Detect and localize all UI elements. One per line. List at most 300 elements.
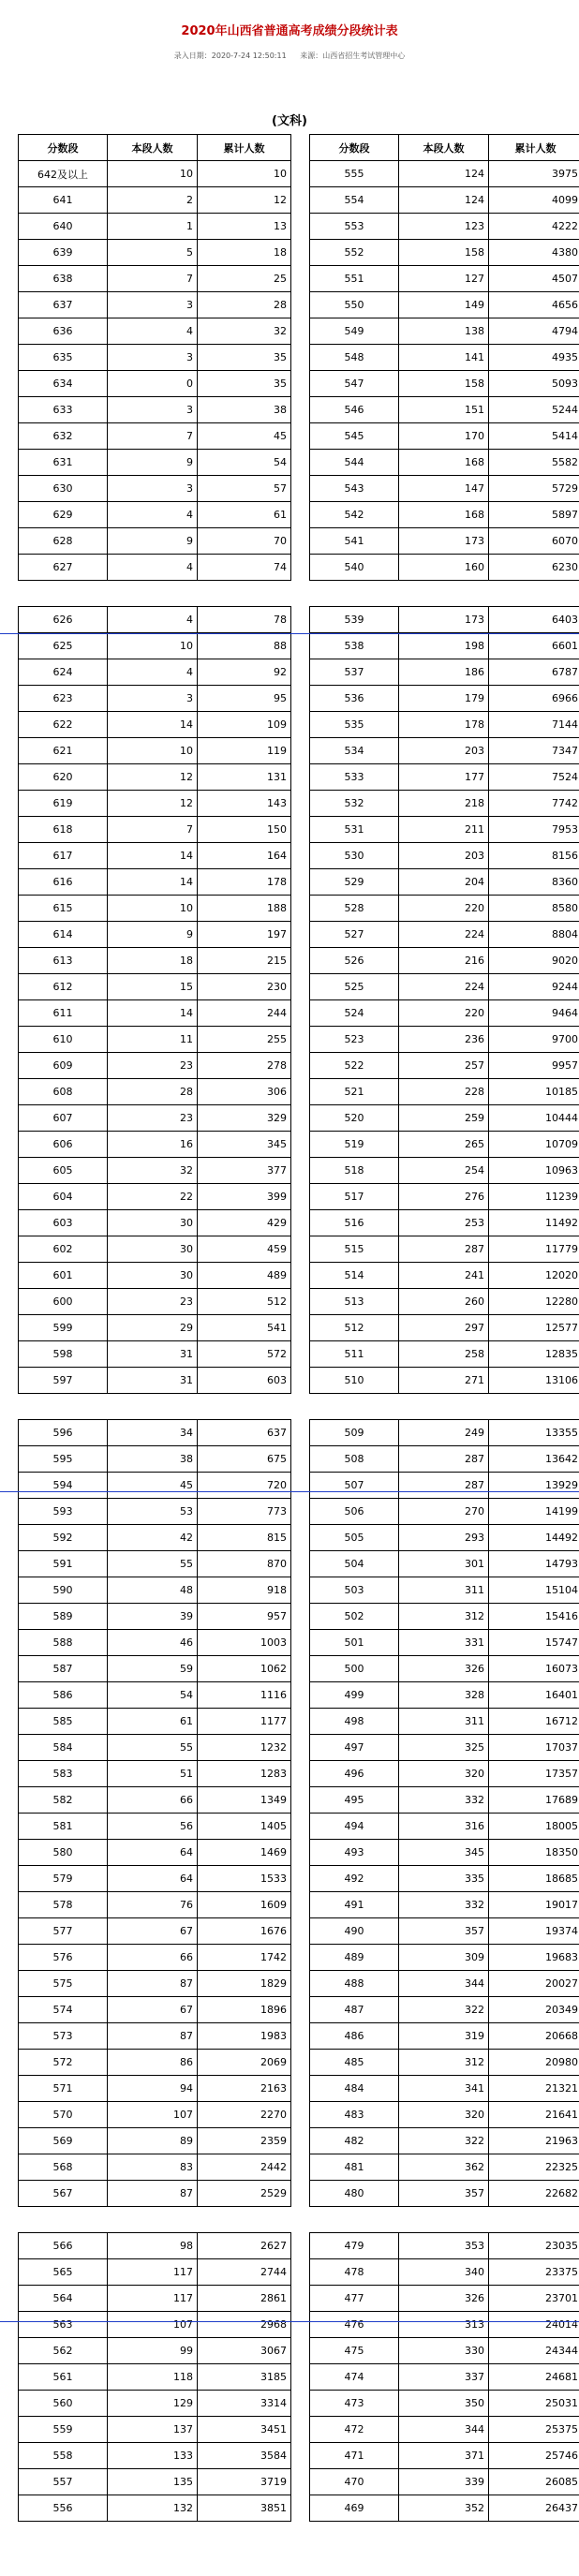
count-cell: 2: [108, 187, 198, 214]
score-cell: 524: [310, 1000, 399, 1027]
count-cell: 38: [108, 1446, 198, 1473]
count-cell: 98: [108, 2233, 198, 2259]
count-cell: 170: [399, 423, 489, 450]
table-row: [19, 2154, 291, 2181]
table-row: [19, 1997, 291, 2023]
cumulative-cell: 1177: [198, 1709, 291, 1735]
cumulative-cell: 19017: [489, 1892, 579, 1918]
count-cell: 249: [399, 1420, 489, 1446]
table-row: [310, 555, 579, 581]
table-row: [19, 371, 291, 397]
score-cell: 559: [19, 2417, 108, 2443]
score-cell: 621: [19, 738, 108, 764]
score-cell: 502: [310, 1604, 399, 1630]
cumulative-cell: 6230: [489, 555, 579, 581]
cumulative-cell: 1533: [198, 1866, 291, 1892]
count-cell: 46: [108, 1630, 198, 1656]
score-cell: 469: [310, 2495, 399, 2522]
table-row: [19, 659, 291, 686]
cumulative-cell: 1232: [198, 1735, 291, 1761]
table-row: [19, 1840, 291, 1866]
table-row: [310, 2495, 579, 2522]
cumulative-cell: 17357: [489, 1761, 579, 1787]
score-cell: 603: [19, 1210, 108, 1236]
cumulative-cell: 1062: [198, 1656, 291, 1682]
blank-cell: [489, 581, 579, 607]
count-cell: 7: [108, 266, 198, 292]
cumulative-cell: 230: [198, 974, 291, 1000]
score-cell: 505: [310, 1525, 399, 1551]
table-row: [19, 1892, 291, 1918]
count-cell: 23: [108, 1053, 198, 1079]
count-cell: 297: [399, 1315, 489, 1341]
table-row: [310, 2417, 579, 2443]
score-cell: 521: [310, 1079, 399, 1105]
blank-row: [310, 1394, 579, 1420]
cumulative-cell: 1896: [198, 1997, 291, 2023]
count-cell: 11: [108, 1027, 198, 1053]
table-row: [310, 764, 579, 791]
score-cell: 575: [19, 1971, 108, 1997]
cumulative-cell: 32: [198, 318, 291, 345]
cumulative-cell: 23701: [489, 2286, 579, 2312]
count-cell: 64: [108, 1866, 198, 1892]
cumulative-cell: 1283: [198, 1761, 291, 1787]
count-cell: 330: [399, 2338, 489, 2364]
score-cell: 637: [19, 292, 108, 318]
count-cell: 12: [108, 791, 198, 817]
cumulative-cell: 1983: [198, 2023, 291, 2050]
column-header: 分数段: [310, 135, 399, 161]
table-row: [310, 1499, 579, 1525]
table-row: [19, 1289, 291, 1315]
score-cell: 584: [19, 1735, 108, 1761]
cumulative-cell: 278: [198, 1053, 291, 1079]
table-row: [19, 1656, 291, 1682]
count-cell: 160: [399, 555, 489, 581]
blank-cell: [19, 2207, 108, 2233]
count-cell: 371: [399, 2443, 489, 2469]
count-cell: 224: [399, 974, 489, 1000]
cumulative-cell: 18350: [489, 1840, 579, 1866]
table-row: [310, 502, 579, 528]
count-cell: 9: [108, 450, 198, 476]
table-row: [310, 1971, 579, 1997]
cumulative-cell: 3975: [489, 161, 579, 187]
count-cell: 322: [399, 2128, 489, 2154]
table-row: [310, 1079, 579, 1105]
score-cell: 625: [19, 633, 108, 659]
cumulative-cell: 3851: [198, 2495, 291, 2522]
table-row: [310, 922, 579, 948]
count-cell: 353: [399, 2233, 489, 2259]
table-row: [19, 2443, 291, 2469]
score-cell: 610: [19, 1027, 108, 1053]
score-cell: 573: [19, 2023, 108, 2050]
score-cell: 476: [310, 2312, 399, 2338]
table-row: [19, 1761, 291, 1787]
score-cell: 553: [310, 214, 399, 240]
score-cell: 489: [310, 1945, 399, 1971]
score-cell: 513: [310, 1289, 399, 1315]
cumulative-cell: 957: [198, 1604, 291, 1630]
score-cell: 494: [310, 1814, 399, 1840]
cumulative-cell: 14492: [489, 1525, 579, 1551]
score-cell: 531: [310, 817, 399, 843]
table-row: [310, 1525, 579, 1551]
score-cell: 604: [19, 1184, 108, 1210]
score-cell: 504: [310, 1551, 399, 1577]
table-subtitle: (文科): [272, 114, 307, 128]
score-cell: 540: [310, 555, 399, 581]
cumulative-cell: 24681: [489, 2364, 579, 2391]
count-cell: 30: [108, 1263, 198, 1289]
score-cell: 529: [310, 869, 399, 896]
table-row: [310, 1840, 579, 1866]
cumulative-cell: 9957: [489, 1053, 579, 1079]
table-row: [310, 1892, 579, 1918]
score-cell: 583: [19, 1761, 108, 1787]
cumulative-cell: 6403: [489, 607, 579, 633]
count-cell: 56: [108, 1814, 198, 1840]
cumulative-cell: 870: [198, 1551, 291, 1577]
table-row: [310, 423, 579, 450]
count-cell: 265: [399, 1132, 489, 1158]
blank-cell: [198, 2207, 291, 2233]
count-cell: 186: [399, 659, 489, 686]
table-row: [310, 1945, 579, 1971]
table-row: [19, 1525, 291, 1551]
count-cell: 337: [399, 2364, 489, 2391]
score-cell: 518: [310, 1158, 399, 1184]
table-row: [19, 712, 291, 738]
cumulative-cell: 13642: [489, 1446, 579, 1473]
count-cell: 0: [108, 371, 198, 397]
score-cell: 622: [19, 712, 108, 738]
count-cell: 344: [399, 2417, 489, 2443]
score-cell: 485: [310, 2050, 399, 2076]
score-cell: 549: [310, 318, 399, 345]
score-cell: 477: [310, 2286, 399, 2312]
score-cell: 595: [19, 1446, 108, 1473]
cumulative-cell: 19374: [489, 1918, 579, 1945]
article-meta: [0, 51, 579, 61]
blank-row: [310, 581, 579, 607]
table-row: [310, 1682, 579, 1709]
score-cell: 525: [310, 974, 399, 1000]
cumulative-cell: 38: [198, 397, 291, 423]
table-row: [19, 2076, 291, 2102]
cumulative-cell: 10: [198, 161, 291, 187]
blank-cell: [108, 2207, 198, 2233]
count-cell: 66: [108, 1945, 198, 1971]
cumulative-cell: 4380: [489, 240, 579, 266]
cumulative-cell: 7524: [489, 764, 579, 791]
cumulative-cell: 16073: [489, 1656, 579, 1682]
table-row: [310, 1866, 579, 1892]
table-row: [310, 1263, 579, 1289]
cumulative-cell: 8804: [489, 922, 579, 948]
cumulative-cell: 188: [198, 896, 291, 922]
count-cell: 14: [108, 712, 198, 738]
table-row: [310, 843, 579, 869]
score-cell: 641: [19, 187, 108, 214]
cumulative-cell: 12: [198, 187, 291, 214]
score-cell: 534: [310, 738, 399, 764]
count-cell: 45: [108, 1473, 198, 1499]
cumulative-cell: 4935: [489, 345, 579, 371]
cumulative-cell: 17689: [489, 1787, 579, 1814]
score-cell: 515: [310, 1236, 399, 1263]
blank-cell: [108, 581, 198, 607]
cumulative-cell: 19683: [489, 1945, 579, 1971]
score-cell: 551: [310, 266, 399, 292]
table-row: [310, 2469, 579, 2495]
cumulative-cell: 255: [198, 1027, 291, 1053]
count-cell: 331: [399, 1630, 489, 1656]
score-cell: 497: [310, 1735, 399, 1761]
cumulative-cell: 2627: [198, 2233, 291, 2259]
table-row: [19, 476, 291, 502]
table-row: [310, 791, 579, 817]
count-cell: 341: [399, 2076, 489, 2102]
blank-row: [310, 2207, 579, 2233]
table-row: [310, 371, 579, 397]
cumulative-cell: 6966: [489, 686, 579, 712]
count-cell: 34: [108, 1420, 198, 1446]
score-cell: 512: [310, 1315, 399, 1341]
table-row: [310, 2338, 579, 2364]
score-cell: 470: [310, 2469, 399, 2495]
table-row: [19, 922, 291, 948]
cumulative-cell: 18005: [489, 1814, 579, 1840]
table-row: [310, 2128, 579, 2154]
cumulative-cell: 11779: [489, 1236, 579, 1263]
score-cell: 545: [310, 423, 399, 450]
score-cell: 633: [19, 397, 108, 423]
table-row: [310, 659, 579, 686]
page-break-line: [0, 1491, 579, 1492]
cumulative-cell: 5093: [489, 371, 579, 397]
cumulative-cell: 2442: [198, 2154, 291, 2181]
table-row: [19, 1630, 291, 1656]
count-cell: 23: [108, 1105, 198, 1132]
table-row: [19, 187, 291, 214]
table-row: [310, 1918, 579, 1945]
table-row: [19, 1971, 291, 1997]
table-row: [19, 1263, 291, 1289]
cumulative-cell: 459: [198, 1236, 291, 1263]
count-cell: 87: [108, 2023, 198, 2050]
table-row: [310, 266, 579, 292]
table-row: [310, 2023, 579, 2050]
count-cell: 29: [108, 1315, 198, 1341]
table-row: [19, 2391, 291, 2417]
score-cell: 589: [19, 1604, 108, 1630]
cumulative-cell: 329: [198, 1105, 291, 1132]
cumulative-cell: 14793: [489, 1551, 579, 1577]
table-row: [310, 1551, 579, 1577]
table-row: [19, 292, 291, 318]
count-cell: 220: [399, 1000, 489, 1027]
score-cell: 484: [310, 2076, 399, 2102]
count-cell: 132: [108, 2495, 198, 2522]
cumulative-cell: 1742: [198, 1945, 291, 1971]
cumulative-cell: 541: [198, 1315, 291, 1341]
cumulative-cell: 88: [198, 633, 291, 659]
count-cell: 177: [399, 764, 489, 791]
cumulative-cell: 15416: [489, 1604, 579, 1630]
column-header: 累计人数: [198, 135, 291, 161]
count-cell: 89: [108, 2128, 198, 2154]
count-cell: 83: [108, 2154, 198, 2181]
count-cell: 67: [108, 1918, 198, 1945]
score-cell: 627: [19, 555, 108, 581]
blank-cell: [310, 581, 399, 607]
cumulative-cell: 3067: [198, 2338, 291, 2364]
count-cell: 4: [108, 555, 198, 581]
score-cell: 567: [19, 2181, 108, 2207]
count-cell: 147: [399, 476, 489, 502]
count-cell: 54: [108, 1682, 198, 1709]
score-cell: 526: [310, 948, 399, 974]
score-cell: 495: [310, 1787, 399, 1814]
score-cell: 598: [19, 1341, 108, 1368]
count-cell: 216: [399, 948, 489, 974]
score-cell: 498: [310, 1709, 399, 1735]
count-cell: 107: [108, 2312, 198, 2338]
cumulative-cell: 4222: [489, 214, 579, 240]
score-cell: 570: [19, 2102, 108, 2128]
cumulative-cell: 2744: [198, 2259, 291, 2286]
score-cell: 554: [310, 187, 399, 214]
count-cell: 66: [108, 1787, 198, 1814]
score-cell: 602: [19, 1236, 108, 1263]
cumulative-cell: 244: [198, 1000, 291, 1027]
score-cell: 560: [19, 2391, 108, 2417]
score-cell: 499: [310, 1682, 399, 1709]
score-cell: 566: [19, 2233, 108, 2259]
table-row: [310, 1420, 579, 1446]
cumulative-cell: 61: [198, 502, 291, 528]
count-cell: 3: [108, 686, 198, 712]
count-cell: 309: [399, 1945, 489, 1971]
score-cell: 611: [19, 1000, 108, 1027]
score-cell: 555: [310, 161, 399, 187]
count-cell: 332: [399, 1892, 489, 1918]
table-row: [19, 345, 291, 371]
count-cell: 332: [399, 1787, 489, 1814]
count-cell: 32: [108, 1158, 198, 1184]
count-cell: 158: [399, 240, 489, 266]
table-row: [19, 738, 291, 764]
count-cell: 3: [108, 345, 198, 371]
score-cell: 500: [310, 1656, 399, 1682]
score-cell: 593: [19, 1499, 108, 1525]
score-cell: 631: [19, 450, 108, 476]
score-cell: 605: [19, 1158, 108, 1184]
count-cell: 123: [399, 214, 489, 240]
score-cell: 562: [19, 2338, 108, 2364]
score-cell: 508: [310, 1446, 399, 1473]
cumulative-cell: 4099: [489, 187, 579, 214]
table-row: [310, 1341, 579, 1368]
count-cell: 22: [108, 1184, 198, 1210]
count-cell: 14: [108, 869, 198, 896]
table-row: [19, 555, 291, 581]
table-row: [19, 1079, 291, 1105]
table-row: [19, 1053, 291, 1079]
count-cell: 141: [399, 345, 489, 371]
score-cell: 590: [19, 1577, 108, 1604]
table-row: [19, 1735, 291, 1761]
table-row: [19, 423, 291, 450]
score-cell: 510: [310, 1368, 399, 1394]
table-row: [310, 187, 579, 214]
count-cell: 320: [399, 2102, 489, 2128]
table-row: [19, 1184, 291, 1210]
table-row: [19, 397, 291, 423]
cumulative-cell: 918: [198, 1577, 291, 1604]
table-row: [310, 1814, 579, 1840]
table-row: [310, 450, 579, 476]
cumulative-cell: 815: [198, 1525, 291, 1551]
score-cell: 503: [310, 1577, 399, 1604]
cumulative-cell: 1469: [198, 1840, 291, 1866]
count-cell: 220: [399, 896, 489, 922]
table-row: [310, 2312, 579, 2338]
count-cell: 133: [108, 2443, 198, 2469]
cumulative-cell: 12020: [489, 1263, 579, 1289]
count-cell: 124: [399, 161, 489, 187]
score-cell: 581: [19, 1814, 108, 1840]
cumulative-cell: 8360: [489, 869, 579, 896]
score-cell: 609: [19, 1053, 108, 1079]
blank-row: [19, 1394, 291, 1420]
table-row: [19, 896, 291, 922]
table-row: [310, 318, 579, 345]
score-cell: 587: [19, 1656, 108, 1682]
score-cell: 488: [310, 1971, 399, 1997]
score-cell: 620: [19, 764, 108, 791]
cumulative-cell: 11492: [489, 1210, 579, 1236]
table-row: [19, 2469, 291, 2495]
count-cell: 316: [399, 1814, 489, 1840]
cumulative-cell: 7144: [489, 712, 579, 738]
cumulative-cell: 25: [198, 266, 291, 292]
count-cell: 340: [399, 2259, 489, 2286]
score-cell: 569: [19, 2128, 108, 2154]
count-cell: 18: [108, 948, 198, 974]
count-cell: 61: [108, 1709, 198, 1735]
score-cell: 535: [310, 712, 399, 738]
count-cell: 138: [399, 318, 489, 345]
table-row: [19, 817, 291, 843]
score-cell: 550: [310, 292, 399, 318]
cumulative-cell: 4507: [489, 266, 579, 292]
table-row: [19, 1105, 291, 1132]
cumulative-cell: 345: [198, 1132, 291, 1158]
table-row: [19, 1341, 291, 1368]
table-row: [19, 1210, 291, 1236]
table-row: [19, 1132, 291, 1158]
score-cell: 501: [310, 1630, 399, 1656]
table-row: [19, 764, 291, 791]
score-cell: 506: [310, 1499, 399, 1525]
score-cell: 635: [19, 345, 108, 371]
count-cell: 253: [399, 1210, 489, 1236]
table-row: [310, 948, 579, 974]
